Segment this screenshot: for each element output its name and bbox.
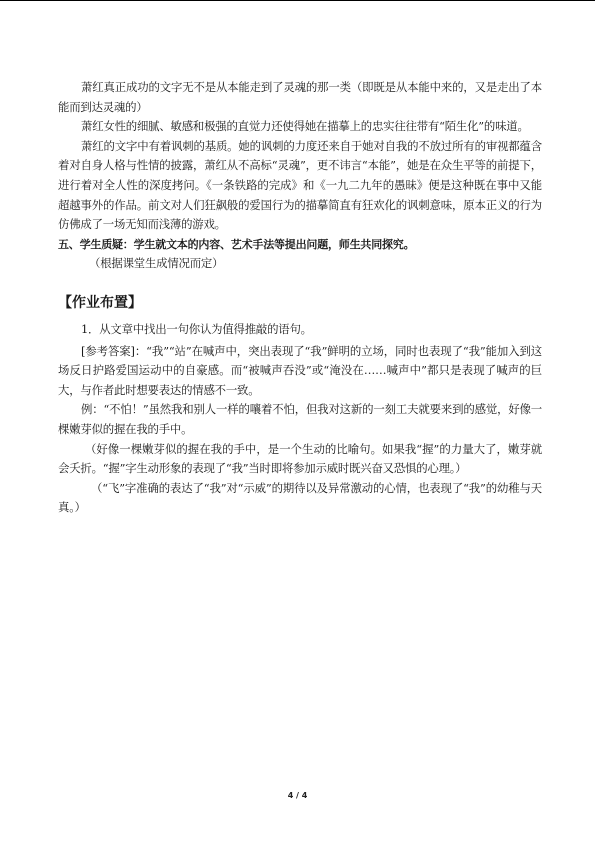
paragraph-female-intuition: 萧红女性的细腻、敏感和极强的直觉力还使得她在描摹上的忠实往往带有“陌生化”的味道。: [81, 119, 529, 134]
paragraph-satire: 萧红的文字中有着讽刺的基质。她的讽刺的力度还来自于她对自我的不放过所有的审视都蕴含着对自身人格与性情的披露，萧红从不高标“灵魂”，更不讳言“本能”，她是在众生平等的前提下，进行着对全人性的深度拷问。《一条铁路的完成》和《一九二九年的愚昧》便是这种既在事中又能超越事外的作品。前文对人们狂飙般的爱国行为的描摹简直有狂欢化的讽刺意味，原本正义的行为仿佛成了一场无知而浅薄的游戏。: [58, 138, 542, 232]
page-top-border: [0, 0, 595, 1]
homework-title: 【作业布置】: [58, 294, 142, 311]
homework-answer: [参考答案]：“我”“站”在喊声中，突出表现了“我”鲜明的立场，同时也表现了“我”能加入到这场反日护路爱国运动中的自豪感。而“被喊声吞没”或“淹没在……喊声中”都只是表现了喊声的巨大，与作者此时想要表达的情感不一致。: [58, 343, 542, 397]
homework-question: 1．从文章中找出一句你认为值得推敲的语句。: [81, 321, 312, 336]
homework-example: 例：“不怕！”虽然我和别人一样的嚷着不怕，但我对这新的一刻工夫就要来到的感觉，好像一棵嫩芽似的握在我的手中。: [58, 402, 542, 436]
paragraph-instinct-soul: 萧红真正成功的文字无不是从本能走到了灵魂的那一类（即既是从本能中来的，又是走出了本能而到达灵魂的）: [58, 80, 542, 114]
page-number: 4 / 4: [287, 791, 308, 800]
document-body: [58, 78, 542, 518]
section-five-heading: 五、学生质疑：学生就文本的内容、艺术手法等提出问题，师生共同探究。: [58, 237, 415, 251]
homework-analysis-fly: （“飞”字准确的表达了“我”对“示威”的期待以及异常激动的心情，也表现了“我”的幼稚与天真。）: [58, 480, 542, 515]
section-five-note: （根据课堂生成情况而定）: [89, 256, 224, 271]
homework-analysis-grip: （好像一棵嫩芽似的握在我的手中，是一个生动的比喻句。如果我“握”的力量大了，嫩芽就会夭折。“握”字生动形象的表现了“我”当时即将参加示威时既兴奋又恐惧的心理。）: [58, 441, 542, 476]
